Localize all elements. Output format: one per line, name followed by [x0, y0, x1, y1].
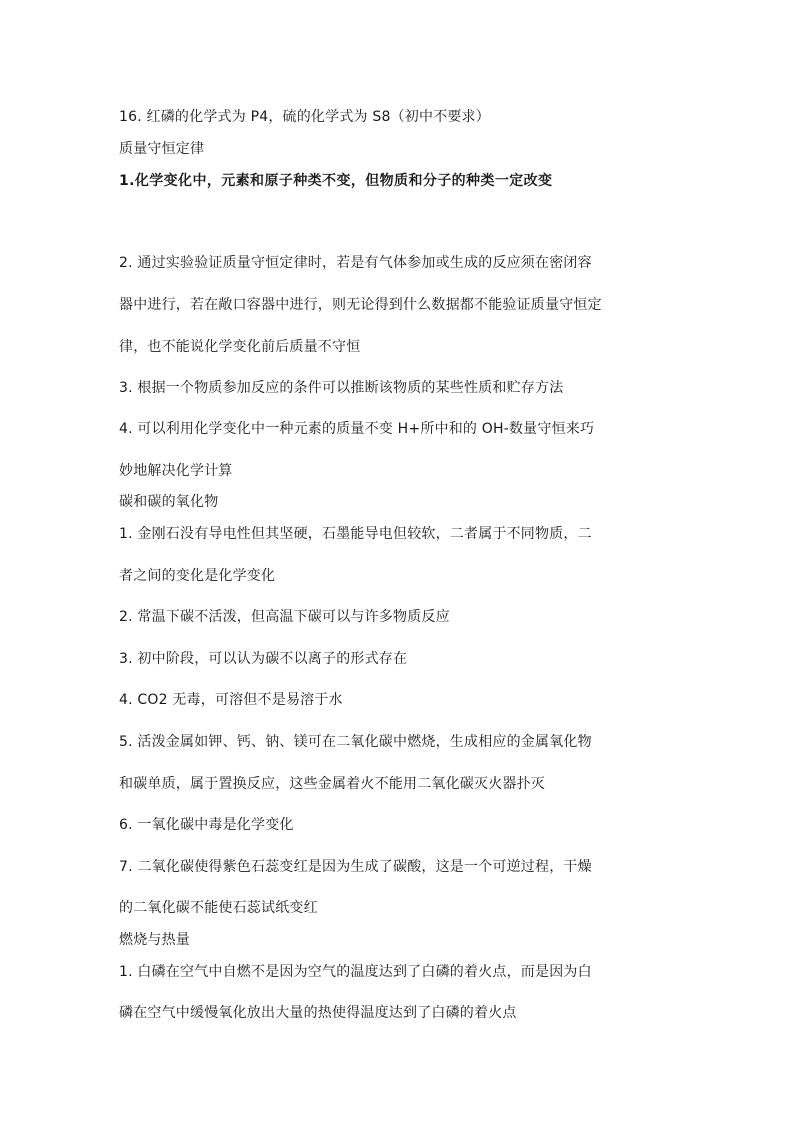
carbon-item-2: 2. 常温下碳不活泼，但高温下碳可以与许多物质反应	[119, 609, 450, 625]
carbon-item-5-line-2: 和碳单质，属于置换反应，这些金属着火不能用二氧化碳灭火器扑灭	[119, 776, 545, 792]
section-heading-mass-conservation: 质量守恒定律	[119, 141, 205, 157]
combustion-item-1-line-1: 1. 白磷在空气中自燃不是因为空气的温度达到了白磷的着火点，而是因为白	[119, 964, 592, 980]
section-heading-carbon: 碳和碳的氧化物	[119, 494, 219, 510]
item-16-red-phosphorus: 16. 红磷的化学式为 P4，硫的化学式为 S8（初中不要求）	[119, 109, 490, 125]
section-heading-combustion: 燃烧与热量	[119, 932, 190, 948]
carbon-item-1-line-1: 1. 金刚石没有导电性但其坚硬，石墨能导电但较软，二者属于不同物质，二	[119, 526, 592, 542]
combustion-item-1-line-2: 磷在空气中缓慢氧化放出大量的热使得温度达到了白磷的着火点	[119, 1005, 517, 1021]
carbon-item-7-line-1: 7. 二氧化碳使得紫色石蕊变红是因为生成了碳酸，这是一个可逆过程，干燥	[119, 859, 592, 875]
mass-conservation-item-3: 3. 根据一个物质参加反应的条件可以推断该物质的某些性质和贮存方法	[119, 380, 564, 396]
mass-conservation-item-4-line-1: 4. 可以利用化学变化中一种元素的质量不变 H+所中和的 OH-数量守恒来巧	[119, 421, 595, 437]
carbon-item-7-line-2: 的二氧化碳不能使石蕊试纸变红	[119, 900, 318, 916]
mass-conservation-item-2-line-1: 2. 通过实验验证质量守恒定律时，若是有气体参加或生成的反应须在密闭容	[119, 255, 592, 271]
carbon-item-1-line-2: 者之间的变化是化学变化	[119, 568, 276, 584]
mass-conservation-item-2-line-2: 器中进行，若在敞口容器中进行，则无论得到什么数据都不能验证质量守恒定	[119, 297, 602, 313]
carbon-item-5-line-1: 5. 活泼金属如钾、钙、钠、镁可在二氧化碳中燃烧，生成相应的金属氧化物	[119, 734, 592, 750]
mass-conservation-item-1: 1.化学变化中，元素和原子种类不变，但物质和分子的种类一定改变	[119, 173, 553, 189]
carbon-item-6: 6. 一氧化碳中毒是化学变化	[119, 817, 294, 833]
mass-conservation-item-4-line-2: 妙地解决化学计算	[119, 463, 233, 479]
carbon-item-3: 3. 初中阶段，可以认为碳不以离子的形式存在	[119, 651, 408, 667]
carbon-item-4: 4. CO2 无毒，可溶但不是易溶于水	[119, 692, 343, 708]
mass-conservation-item-2-line-3: 律，也不能说化学变化前后质量不守恒	[119, 339, 361, 355]
